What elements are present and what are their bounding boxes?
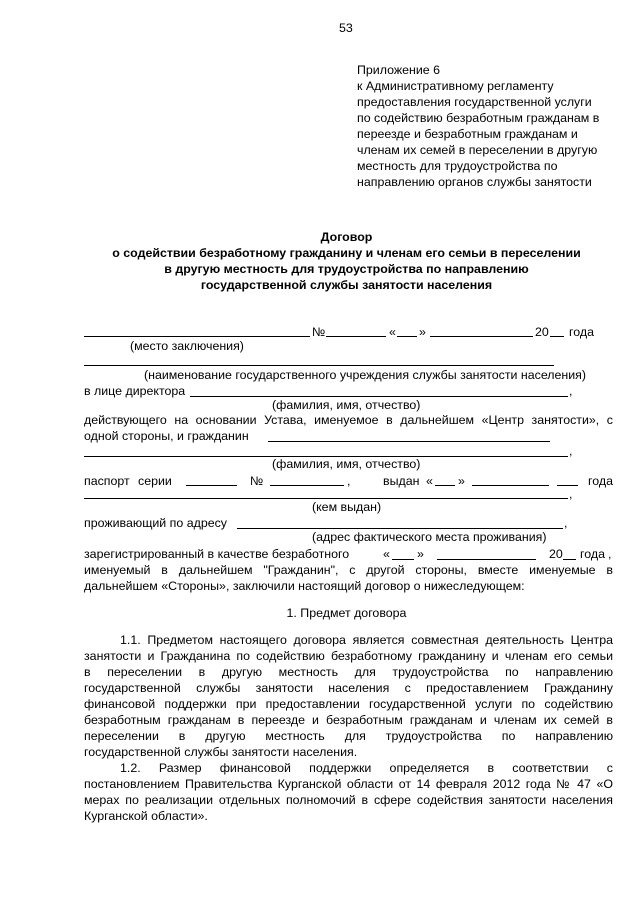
issue-year-field[interactable] [557,485,578,486]
paragraph-line: 1.1. Предметом настоящего договора является совместная деятельность Центра [120,633,613,647]
address-caption: (адрес фактического места проживания) [312,530,547,544]
paragraph-line: занятости и Гражданина по содействию безработному гражданину и членам его семьи [84,649,613,663]
address-field[interactable] [237,528,563,529]
appendix-line: предоставления государственной услуги [357,95,592,109]
fio-caption: (фамилия, имя, отчество) [272,457,421,471]
paragraph-line: мерах по реализации отдельных полномочий в сфере содействия занятости населения [84,793,613,807]
paragraph-line: постановлением Правительства Курганской области от 14 февраля 2012 года № 47 «О [84,777,613,791]
comma: , [569,384,573,398]
appendix-line: Приложение 6 [357,63,441,77]
other-side-label: одной стороны, и гражданин [84,429,249,443]
century-label: 20 [549,547,563,561]
paragraph-line: государственной службы занятости населения с предоставлением Гражданину [84,681,613,695]
registered-label: зарегистрированный в качестве безработного [84,547,350,561]
appendix-line: по содействию безработным гражданам в [357,111,600,125]
issued-by-field[interactable] [84,498,568,499]
paragraph-line: государственной службы занятости населения. [84,745,358,759]
quote-close: » [417,547,424,561]
registration-year-field[interactable] [563,559,576,560]
issued-label: выдан [383,474,420,488]
institution-caption: (наименование государственного учреждения службы занятости населения) [144,368,587,382]
passport-number-field[interactable] [270,485,344,486]
issue-day-field[interactable] [435,485,455,486]
director-name-field[interactable] [190,396,568,397]
year-field[interactable] [550,336,564,337]
issue-month-field[interactable] [472,485,549,486]
place-caption: (место заключения) [130,339,244,353]
appendix-line: местность для трудоустройства по [357,159,558,173]
comma: , [569,444,573,458]
year-label: года [580,547,605,561]
basis-line: действующего на основании Устава, именуемое в дальнейшем «Центр занятости», с [84,413,613,427]
registration-month-field[interactable] [437,559,536,560]
month-field[interactable] [430,336,533,337]
year-label: года [588,474,613,488]
number-sign: № [250,474,264,488]
title-main: Договор [320,230,373,244]
paragraph-line: финансовой поддержки при предоставлении государственной услуги по содействию [84,697,613,711]
paragraph-line: переселении в другую местность для трудоустройства по направлению [84,729,613,743]
institution-name-field[interactable] [84,365,554,366]
day-field[interactable] [397,336,417,337]
title-sub-line: государственной службы занятости населения [200,278,493,292]
section-heading: 1. Предмет договора [286,606,407,620]
comma: , [608,547,612,561]
intro-line: дальнейшем «Стороны», заключили настоящий договор о нижеследующем: [84,579,525,593]
comma: , [564,516,568,530]
quote-close: » [458,474,465,488]
director-label: в лице директора [84,384,186,398]
paragraph-line: в переселении в другую местность для трудоустройства по направлению [84,665,613,679]
year-label: года [569,325,594,339]
issued-caption: (кем выдан) [312,500,382,514]
registration-day-field[interactable] [392,559,414,560]
paragraph-line: Курганской области». [84,809,208,823]
passport-series-field[interactable] [186,485,237,486]
series-label: серии [138,474,172,488]
citizen-name-field[interactable] [268,441,550,442]
number-sign: № [312,325,326,339]
quote-open: « [383,547,390,561]
quote-open: « [426,474,433,488]
contract-number-field[interactable] [326,336,386,337]
appendix-line: переезде и безработным гражданам и [357,127,578,141]
paragraph-line: 1.2. Размер финансовой поддержки определяется в соответствии с [120,761,613,775]
page-number: 53 [339,21,353,35]
residence-label: проживающий по адресу [84,516,228,530]
title-sub-line: о содействии безработному гражданину и членам его семьи в переселении [112,246,581,260]
fio-caption: (фамилия, имя, отчество) [272,398,421,412]
paragraph-line: безработным гражданам в переезде и безработным гражданам и членам их семей в [84,713,613,727]
century-label: 20 [535,325,549,339]
appendix-line: членам их семей в переселении в другую [357,143,598,157]
passport-label: паспорт [84,474,130,488]
quote-open: « [389,325,396,339]
appendix-line: направлению органов службы занятости [357,175,592,189]
intro-line: именуемый в дальнейшем "Гражданин", с другой стороны, вместе именуемые в [84,563,613,577]
quote-close: » [419,325,426,339]
place-field[interactable] [84,336,310,337]
comma: , [569,487,573,501]
appendix-line: к Административному регламенту [357,79,554,93]
comma: , [347,474,351,488]
title-sub-line: в другую местность для трудоустройства по направлению [164,262,529,276]
